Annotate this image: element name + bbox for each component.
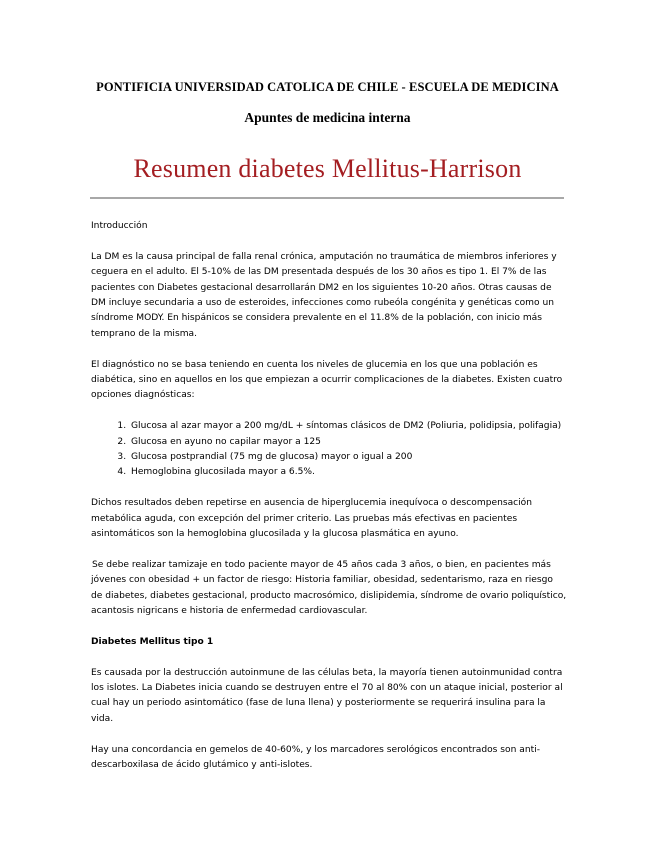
paragraph-screening: Se debe realizar tamizaje en todo paciente mayor de 45 años cada 3 años, o bien, en pacientes más jóvenes con obesidad + un factor de riesgo: Historia familiar, obesidad, sedentarismo, raza en riesgo de diabetes, diabetes gestacional, producto macrosómico, dislipidemia, síndrome de ovario poliquístico, acantosis nigricans e historia de enfermedad cardiovascular. (91, 559, 567, 617)
dm1-heading: Diabetes Mellitus tipo 1 (91, 636, 214, 647)
list-item: 1. Glucosa al azar mayor a 200 mg/dL + síntomas clásicos de DM2 (Poliuria, polidipsia, polifagia) (129, 419, 567, 434)
document-title: Resumen diabetes Mellitus-Harrison (133, 154, 522, 183)
paragraph-dm1-genetics: Hay una concordancia en gemelos de 40-60%, y los marcadores serológicos encontrados son anti-descarboxilasa de ácido glutámico y anti-islotes. (91, 744, 540, 771)
institution-header: PONTIFICIA UNIVERSIDAD CATOLICA DE CHILE - ESCUELA DE MEDICINA (96, 80, 559, 94)
list-item: 2. Glucosa en ayuno no capilar mayor a 125 (129, 435, 567, 450)
paragraph-dm1-cause: Es causada por la destrucción autoinmune de las células beta, la mayoría tienen autoinmunidad contra los islotes. La Diabetes inicia cuando se destruyen entre el 70 al 80% con un ataque inicial, posterior al cual hay un periodo asintomático (fase de luna llena) y posteriormente se requerirá insulina para la vida. (91, 667, 563, 724)
title-divider (90, 197, 564, 199)
document-subtitle: Apuntes de medicina interna (244, 110, 411, 125)
list-item: 3. Glucosa postprandial (75 mg de glucosa) mayor o igual a 200 (129, 450, 567, 465)
paragraph-confirmation: Dichos resultados deben repetirse en ausencia de hiperglucemia inequívoca o descompensación metabólica aguda, con excepción del primer criterio. Las pruebas más efectivas en pacientes asintomáticos son la hemoglobina glucosilada y la glucosa plasmática en ayuno. (91, 498, 532, 540)
paragraph-intro: La DM es la causa principal de falla renal crónica, amputación no traumática de miembros inferiores y ceguera en el adulto. El 5-10% de las DM presentada después de los 30 años es tipo 1. El 7% de las pacientes con Diabetes gestacional desarrollarán DM2 en los siguientes 10-20 años. Otras causas de DM incluye secundaria a uso de esteroides, infecciones como rubeóla congénita y genéticas como un síndrome MODY. En hispánicos se considera prevalente en el 11.8% de la población, con inicio más temprano de la misma. (91, 251, 557, 339)
diagnostic-criteria-list (91, 419, 567, 481)
intro-heading: Introducción (91, 221, 148, 231)
paragraph-diagnosis: El diagnóstico no se basa teniendo en cuenta los niveles de glucemia en los que una población es diabética, sino en aquellos en los que empiezan a ocurrir complicaciones de la diabetes. Existen cuatro opciones diagnósticas: (91, 359, 563, 401)
document-body (91, 219, 567, 789)
list-item: 4. Hemoglobina glucosilada mayor a 6.5%. (129, 465, 567, 480)
